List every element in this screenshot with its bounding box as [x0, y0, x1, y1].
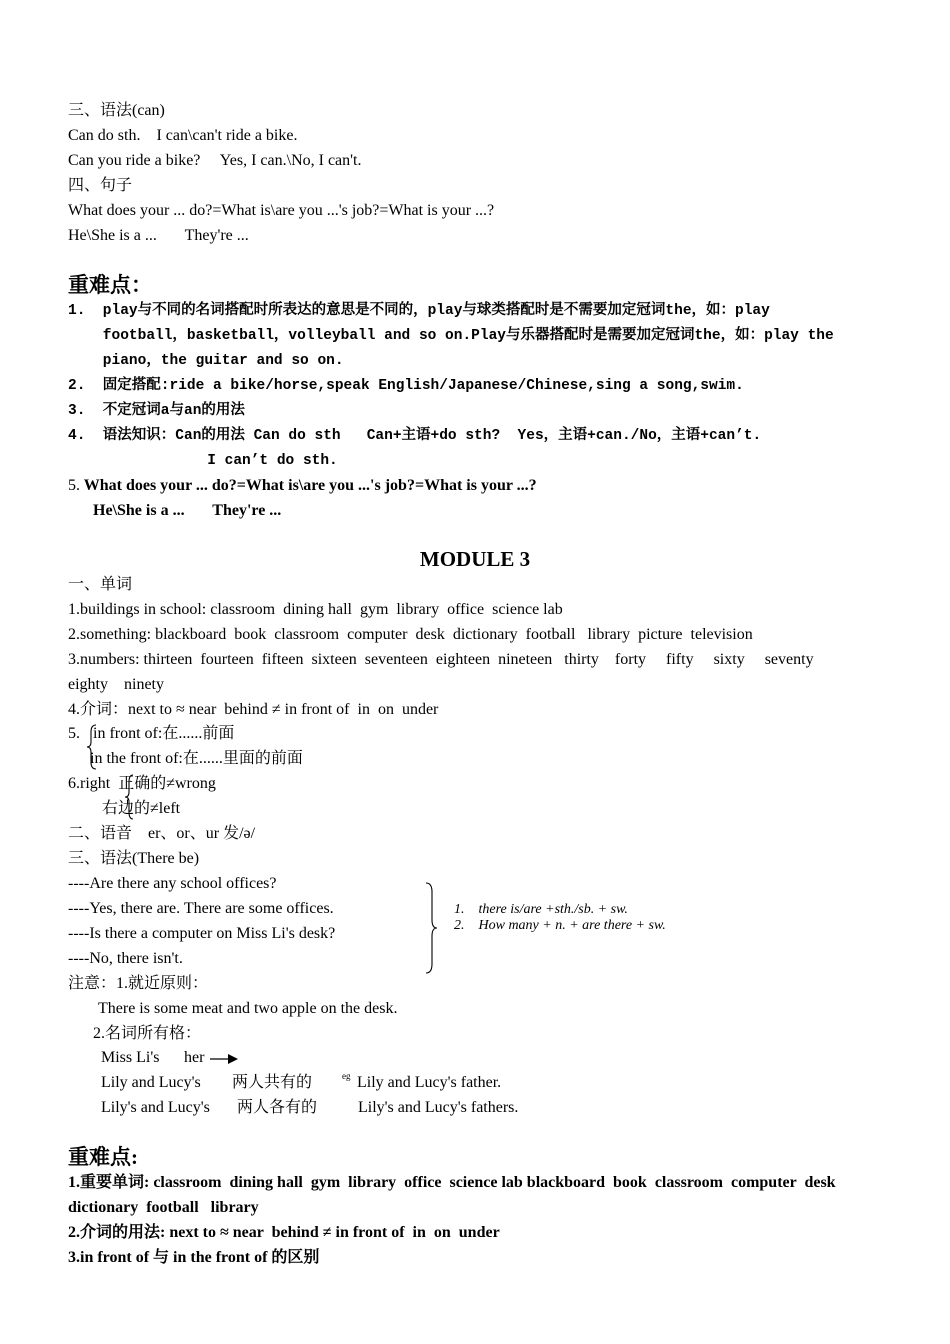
dialog-line: ----No, there isn't. — [68, 950, 183, 967]
note-line: Lily and Lucy's father. — [357, 1074, 502, 1091]
vocab-line: 3.numbers: thirteen fourteen fifteen sixteen seventeen eighteen nineteen thirty forty fifty sixty seventy — [68, 651, 814, 668]
vocab-line: 6.right 正确的≠wrong — [68, 775, 216, 792]
difficulty-item: 2. 固定搭配:ride a bike/horse,speak English/Japanese/Chinese,sing a song,swim. — [68, 378, 744, 394]
text-line: Can you ride a bike? Yes, I can.\No, I can't. — [68, 152, 362, 169]
key-point: 3.in front of 与 in the front of 的区别 — [68, 1249, 320, 1266]
key-point: 2.介词的用法: next to ≈ near behind ≠ in front of in on under — [68, 1224, 500, 1241]
vocab-line: eighty ninety — [68, 676, 164, 693]
difficulty-item: piano，the guitar and so on. — [68, 353, 344, 369]
right-brace-icon — [424, 882, 438, 974]
note-line: Lily's and Lucy's fathers. — [358, 1099, 519, 1116]
key-point: 1.重要单词: classroom dining hall gym library office science lab blackboard book classroom computer desk — [68, 1174, 836, 1191]
difficulty-heading: 重难点： — [68, 273, 152, 297]
vocab-heading: 一、单词 — [68, 576, 133, 593]
dialog-line: ----Is there a computer on Miss Li's desk? — [68, 925, 336, 942]
arrow-right-icon — [210, 1053, 240, 1065]
formula-line: 2. How many + n. + are there + sw. — [454, 918, 666, 933]
difficulty-item: I can’t do sth. — [68, 453, 338, 469]
difficulty-item: 3. 不定冠词a与an的用法 — [68, 403, 245, 419]
item-text: What does your ... do?=What is\are you ...'s job?=What is your ...? — [80, 477, 537, 494]
vocab-line: 2.something: blackboard book classroom computer desk dictionary football library picture television — [68, 626, 753, 643]
dialog-line: ----Yes, there are. There are some offices. — [68, 900, 334, 917]
note-line: 两人共有的 — [232, 1074, 313, 1091]
difficulty-item: football，basketball，volleyball and so on.Play与乐器搭配时是需要加定冠词the，如：play the — [68, 328, 834, 344]
vocab-line: 1.buildings in school: classroom dining hall gym library office science lab — [68, 601, 563, 618]
difficulty-item: He\She is a ... They're ... — [93, 502, 282, 519]
item-number: 5. — [68, 725, 80, 742]
vocab-line: in the front of:在......里面的前面 — [90, 750, 303, 767]
text-line: What does your ... do?=What is\are you ...'s job?=What is your ...? — [68, 202, 495, 219]
grammar-heading: 三、语法(can) — [68, 102, 165, 119]
text-line: Can do sth. I can\can't ride a bike. — [68, 127, 298, 144]
note-line: Lily and Lucy's — [101, 1074, 201, 1091]
difficulty-heading: 重难点: — [68, 1145, 138, 1169]
difficulty-item — [68, 476, 537, 496]
vocab-line: in front of:在......前面 — [93, 725, 235, 742]
grammar-heading: 三、语法(There be) — [68, 850, 200, 867]
difficulty-item: 4. 语法知识：Can的用法 Can do sth Can+主语+do sth? Yes，主语+can./No，主语+can’t. — [68, 428, 762, 444]
phonics-heading: 二、语音 er、or、ur 发/ə/ — [68, 825, 256, 842]
note-line: Miss Li's — [101, 1049, 160, 1066]
note-heading: 2.名词所有格： — [93, 1025, 202, 1042]
vocab-line: 右边的≠left — [102, 800, 181, 817]
text-line: He\She is a ... They're ... — [68, 227, 249, 244]
note-line: 两人各有的 — [237, 1099, 318, 1116]
note-line: There is some meat and two apple on the desk. — [98, 1000, 398, 1017]
module-title: MODULE 3 — [419, 547, 531, 571]
key-point: dictionary football library — [68, 1199, 259, 1216]
note-line: Lily's and Lucy's — [101, 1099, 210, 1116]
sentence-heading: 四、句子 — [68, 177, 133, 194]
formula-line: 1. there is/are +sth./sb. + sw. — [454, 902, 628, 917]
note-line: her — [184, 1049, 205, 1066]
eg-mark: eg — [342, 1071, 351, 1081]
left-brace-icon — [86, 724, 100, 770]
left-brace-icon — [124, 774, 136, 820]
difficulty-item: 1. play与不同的名词搭配时所表达的意思是不同的，play与球类搭配时是不需要加定冠词the，如：play — [68, 303, 770, 319]
item-number: 5. — [68, 477, 80, 494]
note-heading: 注意：1.就近原则： — [68, 975, 209, 992]
dialog-line: ----Are there any school offices? — [68, 875, 277, 892]
vocab-line: 4.介词：next to ≈ near behind ≠ in front of in on under — [68, 701, 439, 718]
